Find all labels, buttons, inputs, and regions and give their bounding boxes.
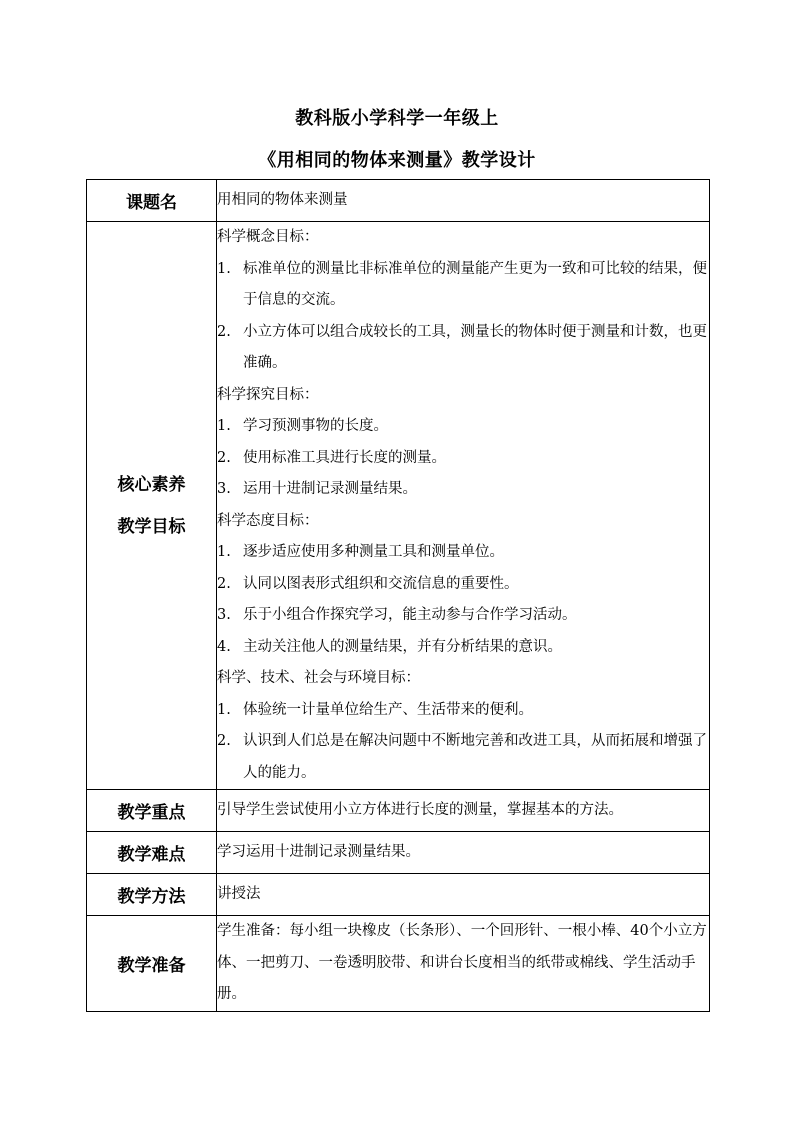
item-number: 1. <box>217 701 231 718</box>
table-row-difficulties <box>87 832 710 874</box>
item-text: 学习预测事物的长度。 <box>243 418 388 434</box>
goals-list-item <box>217 411 709 443</box>
item-number: 4. <box>217 638 231 655</box>
item-text: 使用标准工具进行长度的测量。 <box>243 449 446 466</box>
item-text: 主动关注他人的测量结果，并有分析结果的意识。 <box>243 638 562 655</box>
table-row-preparation <box>87 916 710 1012</box>
goals-content <box>217 222 710 790</box>
goals-section-heading: 科学、技术、社会与环境目标： <box>217 670 420 686</box>
goals-list-item <box>217 254 709 317</box>
document-subtitle: 《用相同的物体来测量》教学设计 <box>258 150 536 171</box>
table-row-lesson-name <box>87 180 710 222</box>
goals-list-item <box>217 695 709 727</box>
table-row-goals <box>87 222 710 790</box>
goals-list-item <box>217 317 709 380</box>
item-number: 2. <box>217 449 231 466</box>
item-number: 3. <box>217 481 231 497</box>
item-number: 2. <box>217 733 231 749</box>
key-points-label: 教学重点 <box>87 790 217 832</box>
method-label: 教学方法 <box>87 874 217 916</box>
goals-section-heading: 科学概念目标： <box>217 229 319 245</box>
item-text: 认同以图表形式组织和交流信息的重要性。 <box>243 575 519 592</box>
goals-list-item <box>217 726 709 789</box>
goals-list-item <box>217 600 709 632</box>
method-value: 讲授法 <box>217 874 710 916</box>
item-number: 2. <box>217 575 231 592</box>
goals-label <box>87 222 217 790</box>
item-number: 1. <box>217 544 231 560</box>
item-number: 1. <box>217 418 231 434</box>
goals-section-heading: 科学态度目标： <box>217 512 319 529</box>
goals-label-line2: 教学目标 <box>117 516 186 537</box>
goals-list-item <box>217 632 709 664</box>
item-number: 1. <box>217 260 231 277</box>
difficulties-value: 学习运用十进制记录测量结果。 <box>217 832 710 874</box>
goals-list-item <box>217 537 709 569</box>
lesson-plan-table <box>86 179 710 1012</box>
item-text: 认识到人们总是在解决问题中不断地完善和改进工具，从而拓展和增强了人的能力。 <box>243 733 707 781</box>
goals-list-item <box>217 569 709 601</box>
document-title: 教科版小学科学一年级上 <box>295 108 499 129</box>
preparation-label: 教学准备 <box>87 916 217 1012</box>
difficulties-label: 教学难点 <box>87 832 217 874</box>
table-row-key-points <box>87 790 710 832</box>
table-row-method <box>87 874 710 916</box>
item-text: 运用十进制记录测量结果。 <box>243 481 417 497</box>
lesson-name-value: 用相同的物体来测量 <box>217 180 710 222</box>
item-text: 体验统一计量单位给生产、生活带来的便利。 <box>243 701 533 718</box>
item-text: 逐步适应使用多种测量工具和测量单位。 <box>243 544 504 560</box>
item-number: 2. <box>217 323 231 340</box>
item-number: 3. <box>217 607 231 623</box>
item-text: 小立方体可以组合成较长的工具，测量长的物体时便于测量和计数，也更准确。 <box>243 323 707 371</box>
key-points-value: 引导学生尝试使用小立方体进行长度的测量，掌握基本的方法。 <box>217 790 710 832</box>
item-text: 乐于小组合作探究学习，能主动参与合作学习活动。 <box>243 607 577 623</box>
lesson-name-label: 课题名 <box>87 180 217 222</box>
goals-section-heading: 科学探究目标： <box>217 386 319 403</box>
goals-label-line1: 核心素养 <box>117 474 186 495</box>
item-text: 标准单位的测量比非标准单位的测量能产生更为一致和可比较的结果，便于信息的交流。 <box>243 260 707 308</box>
goals-list-item <box>217 443 709 475</box>
goals-list-item <box>217 474 709 506</box>
preparation-value: 学生准备：每小组一块橡皮（长条形）、一个回形针、一根小棒、40个小立方体、一把剪刀、一卷透明胶带、和讲台长度相当的纸带或棉线、学生活动手册。 <box>217 916 710 1012</box>
